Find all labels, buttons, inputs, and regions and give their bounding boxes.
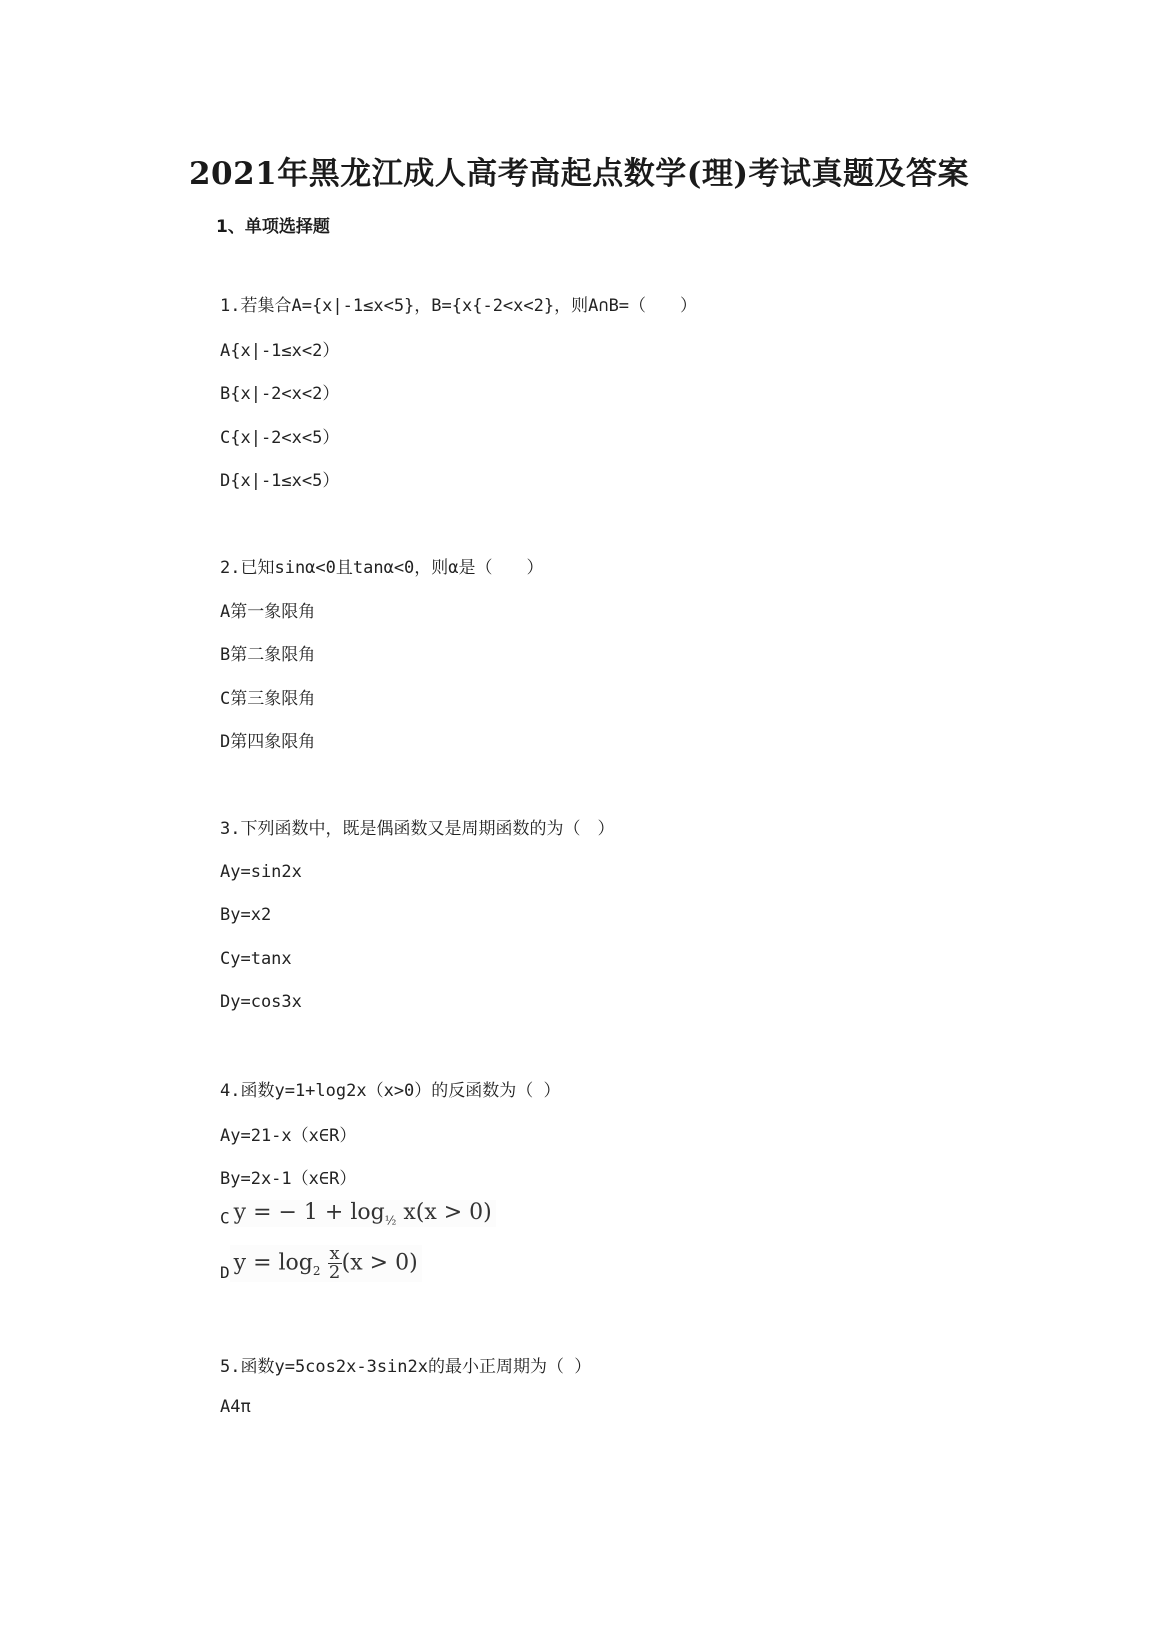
question-2-stem: 2.已知sinα<0且tanα<0，则α是（ ） — [220, 558, 544, 578]
question-2-option-b: B第二象限角 — [220, 645, 316, 665]
question-1-option-d: D{x|-1≤x<5） — [220, 471, 340, 491]
question-4-option-b: By=2x-1（x∈R） — [220, 1169, 357, 1189]
math-formula: $y = \log_2$ $\frac{x}{2}$ (x > 0) — [230, 1245, 422, 1282]
question-4-option-c — [220, 1200, 496, 1227]
question-1-stem: 1.若集合A={x|-1≤x<5}，B={x{-2<x<2}，则A∩B=（ ） — [220, 296, 698, 316]
question-3-option-d: Dy=cos3x — [220, 992, 302, 1012]
document-title: 2021年黑龙江成人高考高起点数学(理)考试真题及答案 — [188, 156, 970, 192]
question-4-option-d — [220, 1245, 422, 1282]
question-3-option-c: Cy=tanx — [220, 949, 292, 969]
section-heading: 1、单项选择题 — [216, 217, 330, 237]
question-3-stem: 3.下列函数中，既是偶函数又是周期函数的为（ ） — [220, 819, 615, 839]
question-4-option-a: Ay=21-x（x∈R） — [220, 1126, 357, 1146]
math-formula: y = − $1 + \log_{\frac{1}{2}} x(x > 0)$ — [230, 1200, 496, 1227]
question-1-option-c: C{x|-2<x<5） — [220, 428, 340, 448]
question-2-option-c: C第三象限角 — [220, 689, 316, 709]
question-5-stem: 5.函数y=5cos2x-3sin2x的最小正周期为（ ） — [220, 1357, 592, 1377]
question-1-option-a: A{x|-1≤x<2） — [220, 341, 340, 361]
question-3-option-a: Ay=sin2x — [220, 862, 302, 882]
fraction: $\frac{x}{2}$ — [328, 1243, 341, 1283]
question-4-stem: 4.函数y=1+log2x（x>0）的反函数为（ ） — [220, 1081, 561, 1101]
question-2-option-a: A第一象限角 — [220, 602, 316, 622]
question-5-option-a: A4π — [220, 1397, 251, 1417]
question-1-option-b: B{x|-2<x<2） — [220, 384, 340, 404]
option-label: D — [220, 1263, 230, 1282]
question-2-option-d: D第四象限角 — [220, 732, 316, 752]
option-label: C — [220, 1208, 230, 1228]
question-3-option-b: By=x2 — [220, 905, 272, 925]
